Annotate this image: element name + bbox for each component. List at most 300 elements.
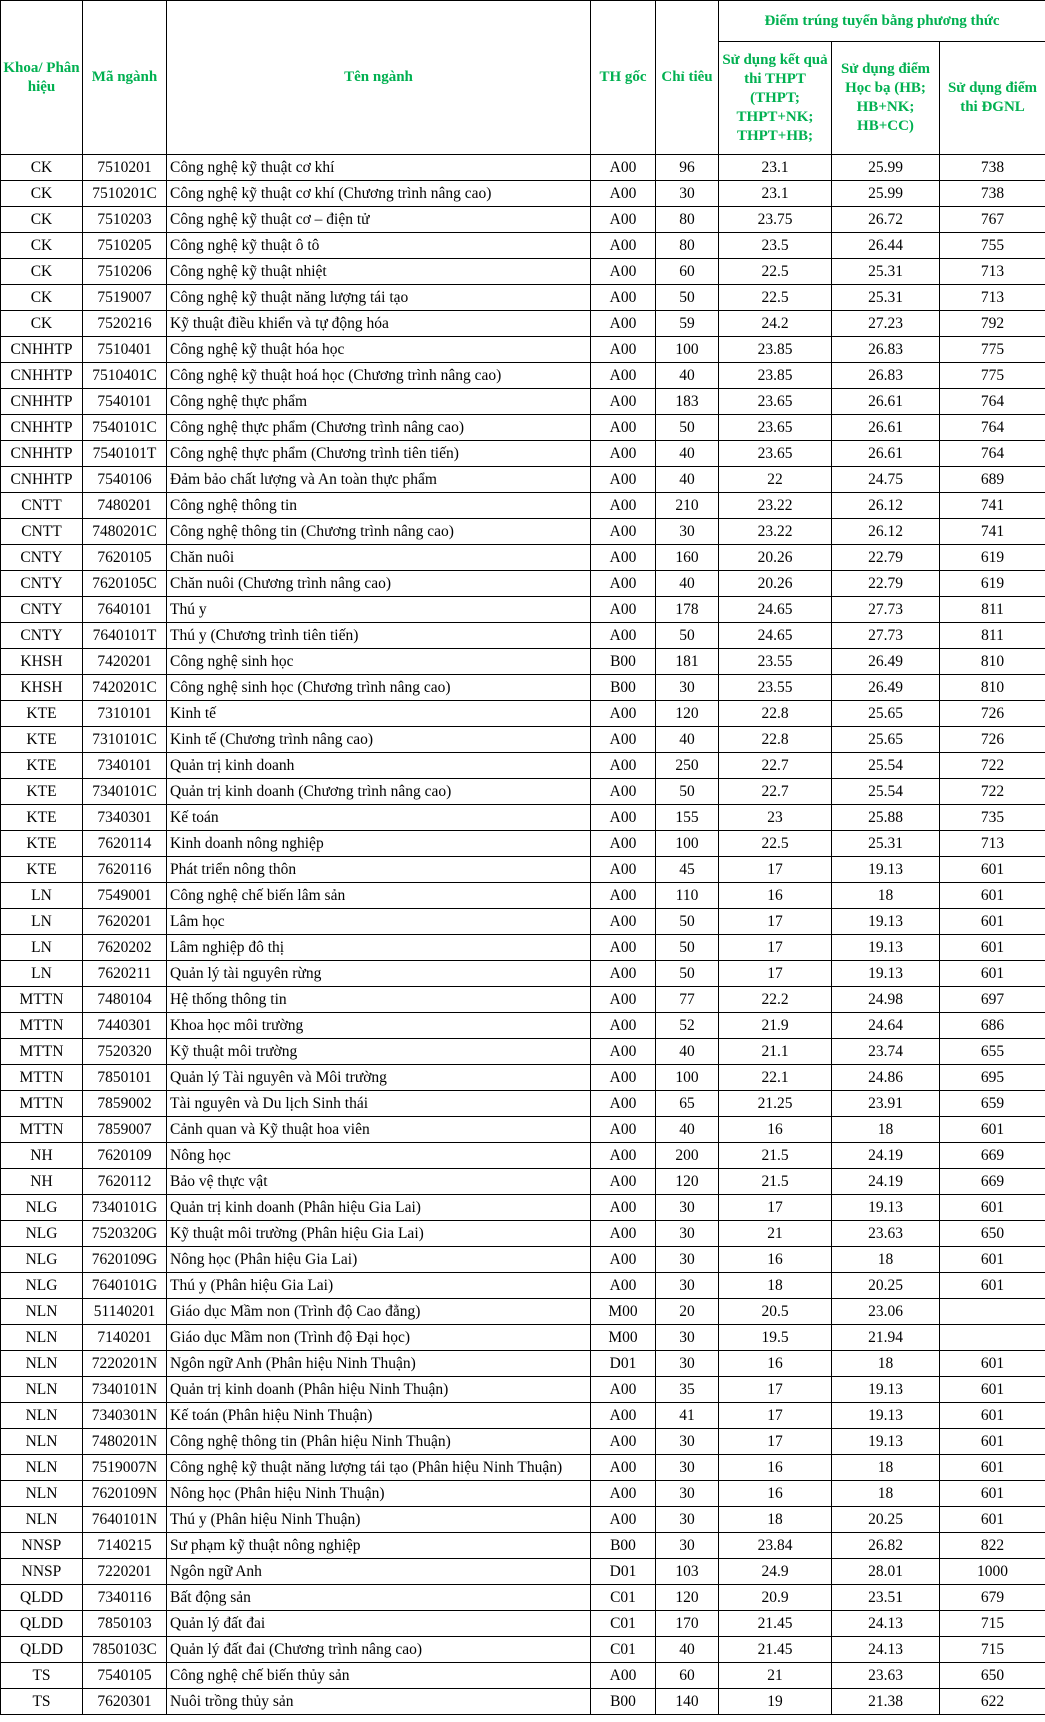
cell-khoa: NLN (1, 1351, 83, 1377)
cell-chi-tieu: 200 (656, 1143, 719, 1169)
cell-ma-nganh: 7420201 (83, 649, 167, 675)
cell-khoa: CK (1, 285, 83, 311)
cell-chi-tieu: 40 (656, 571, 719, 597)
cell-ten-nganh: Quản lý Tài nguyên và Môi trường (167, 1065, 591, 1091)
header-ten-nganh: Tên ngành (167, 1, 591, 155)
cell-ma-nganh: 7510206 (83, 259, 167, 285)
table-row (1, 311, 1045, 337)
cell-khoa: CK (1, 181, 83, 207)
cell-diem-thpt: 23.22 (719, 519, 832, 545)
cell-khoa: QLDD (1, 1585, 83, 1611)
cell-diem-dgnl: 601 (940, 1247, 1045, 1273)
cell-diem-dgnl: 601 (940, 1507, 1045, 1533)
table-row (1, 1403, 1045, 1429)
cell-diem-dgnl: 601 (940, 1481, 1045, 1507)
cell-diem-thpt: 17 (719, 909, 832, 935)
cell-khoa: NLG (1, 1221, 83, 1247)
cell-chi-tieu: 30 (656, 675, 719, 701)
cell-chi-tieu: 183 (656, 389, 719, 415)
cell-diem-hoc-ba: 24.19 (832, 1169, 940, 1195)
cell-ma-nganh: 7620105C (83, 571, 167, 597)
cell-ma-nganh: 7540101 (83, 389, 167, 415)
cell-chi-tieu: 30 (656, 181, 719, 207)
cell-th-goc: A00 (591, 987, 656, 1013)
cell-diem-dgnl: 601 (940, 1429, 1045, 1455)
table-row (1, 1299, 1045, 1325)
cell-th-goc: D01 (591, 1559, 656, 1585)
cell-diem-dgnl: 722 (940, 753, 1045, 779)
cell-diem-dgnl: 601 (940, 1377, 1045, 1403)
cell-ten-nganh: Công nghệ thông tin (Chương trình nâng cao) (167, 519, 591, 545)
cell-diem-dgnl: 811 (940, 623, 1045, 649)
cell-khoa: CK (1, 311, 83, 337)
cell-diem-dgnl: 601 (940, 1403, 1045, 1429)
cell-diem-hoc-ba: 23.51 (832, 1585, 940, 1611)
cell-th-goc: A00 (591, 1065, 656, 1091)
cell-ten-nganh: Kỹ thuật điều khiển và tự động hóa (167, 311, 591, 337)
cell-ten-nganh: Thú y (Phân hiệu Gia Lai) (167, 1273, 591, 1299)
cell-ten-nganh: Công nghệ thông tin (Phân hiệu Ninh Thuận) (167, 1429, 591, 1455)
cell-chi-tieu: 155 (656, 805, 719, 831)
cell-th-goc: A00 (591, 571, 656, 597)
cell-diem-thpt: 16 (719, 1351, 832, 1377)
cell-ten-nganh: Quản lý đất đai (Chương trình nâng cao) (167, 1637, 591, 1663)
cell-diem-thpt: 22.5 (719, 259, 832, 285)
cell-khoa: KTE (1, 857, 83, 883)
table-row (1, 1455, 1045, 1481)
table-row (1, 233, 1045, 259)
cell-ma-nganh: 7620116 (83, 857, 167, 883)
cell-ten-nganh: Bảo vệ thực vật (167, 1169, 591, 1195)
cell-ma-nganh: 7510401 (83, 337, 167, 363)
cell-diem-thpt: 18 (719, 1273, 832, 1299)
table-row (1, 1533, 1045, 1559)
cell-th-goc: A00 (591, 1429, 656, 1455)
cell-ma-nganh: 7510201 (83, 155, 167, 181)
cell-ma-nganh: 7540105 (83, 1663, 167, 1689)
cell-ma-nganh: 7620301 (83, 1689, 167, 1715)
cell-diem-hoc-ba: 25.99 (832, 155, 940, 181)
cell-ten-nganh: Nông học (Phân hiệu Gia Lai) (167, 1247, 591, 1273)
cell-chi-tieu: 30 (656, 519, 719, 545)
cell-chi-tieu: 77 (656, 987, 719, 1013)
cell-ma-nganh: 51140201 (83, 1299, 167, 1325)
cell-ten-nganh: Cảnh quan và Kỹ thuật hoa viên (167, 1117, 591, 1143)
cell-chi-tieu: 30 (656, 1533, 719, 1559)
cell-diem-hoc-ba: 26.12 (832, 493, 940, 519)
cell-khoa: CNHHTP (1, 389, 83, 415)
table-row (1, 1013, 1045, 1039)
header-dgnl: Sử dụng điểm thi ĐGNL (940, 42, 1045, 155)
cell-th-goc: A00 (591, 1013, 656, 1039)
cell-chi-tieu: 250 (656, 753, 719, 779)
cell-diem-hoc-ba: 18 (832, 1481, 940, 1507)
cell-diem-hoc-ba: 26.61 (832, 441, 940, 467)
table-row (1, 259, 1045, 285)
cell-diem-hoc-ba: 24.86 (832, 1065, 940, 1091)
cell-diem-thpt: 21.25 (719, 1091, 832, 1117)
cell-diem-dgnl: 650 (940, 1221, 1045, 1247)
cell-khoa: LN (1, 935, 83, 961)
cell-th-goc: A00 (591, 857, 656, 883)
cell-th-goc: A00 (591, 961, 656, 987)
cell-chi-tieu: 50 (656, 961, 719, 987)
cell-diem-dgnl: 659 (940, 1091, 1045, 1117)
cell-chi-tieu: 65 (656, 1091, 719, 1117)
cell-chi-tieu: 80 (656, 233, 719, 259)
cell-chi-tieu: 35 (656, 1377, 719, 1403)
cell-th-goc: A00 (591, 935, 656, 961)
cell-diem-thpt: 19 (719, 1689, 832, 1715)
cell-diem-thpt: 16 (719, 1455, 832, 1481)
cell-ten-nganh: Phát triển nông thôn (167, 857, 591, 883)
cell-diem-thpt: 21 (719, 1221, 832, 1247)
cell-th-goc: A00 (591, 1273, 656, 1299)
cell-chi-tieu: 30 (656, 1351, 719, 1377)
cell-khoa: CNTY (1, 597, 83, 623)
cell-diem-thpt: 23.65 (719, 415, 832, 441)
cell-khoa: KTE (1, 805, 83, 831)
cell-diem-dgnl: 601 (940, 1273, 1045, 1299)
cell-th-goc: A00 (591, 883, 656, 909)
cell-ma-nganh: 7440301 (83, 1013, 167, 1039)
cell-th-goc: A00 (591, 1221, 656, 1247)
cell-ten-nganh: Ngôn ngữ Anh (167, 1559, 591, 1585)
cell-diem-hoc-ba: 18 (832, 883, 940, 909)
cell-chi-tieu: 30 (656, 1195, 719, 1221)
cell-diem-hoc-ba: 21.38 (832, 1689, 940, 1715)
table-row (1, 363, 1045, 389)
cell-diem-dgnl: 738 (940, 155, 1045, 181)
cell-diem-hoc-ba: 18 (832, 1247, 940, 1273)
cell-diem-thpt: 17 (719, 1377, 832, 1403)
header-hoc-ba: Sử dụng điểm Học bạ (HB; HB+NK; HB+CC) (832, 42, 940, 155)
cell-th-goc: A00 (591, 493, 656, 519)
header-thpt: Sử dụng kết quả thi THPT (THPT; THPT+NK; THPT+HB; (719, 42, 832, 155)
cell-khoa: CK (1, 233, 83, 259)
cell-diem-thpt: 16 (719, 883, 832, 909)
cell-chi-tieu: 20 (656, 1299, 719, 1325)
cell-ten-nganh: Nuôi trồng thủy sản (167, 1689, 591, 1715)
table-row (1, 571, 1045, 597)
cell-ma-nganh: 7340101 (83, 753, 167, 779)
cell-diem-thpt: 22.2 (719, 987, 832, 1013)
cell-th-goc: A00 (591, 805, 656, 831)
cell-diem-hoc-ba: 19.13 (832, 1377, 940, 1403)
cell-diem-hoc-ba: 25.99 (832, 181, 940, 207)
cell-diem-hoc-ba: 22.79 (832, 545, 940, 571)
cell-ten-nganh: Quản trị kinh doanh (167, 753, 591, 779)
cell-khoa: NLN (1, 1429, 83, 1455)
cell-khoa: MTTN (1, 1013, 83, 1039)
cell-diem-dgnl: 775 (940, 337, 1045, 363)
cell-diem-dgnl: 601 (940, 909, 1045, 935)
cell-ma-nganh: 7340301N (83, 1403, 167, 1429)
cell-diem-hoc-ba: 26.61 (832, 389, 940, 415)
cell-diem-dgnl: 810 (940, 649, 1045, 675)
cell-ten-nganh: Giáo dục Mầm non (Trình độ Cao đẳng) (167, 1299, 591, 1325)
cell-chi-tieu: 103 (656, 1559, 719, 1585)
cell-diem-dgnl: 764 (940, 441, 1045, 467)
cell-ma-nganh: 7140215 (83, 1533, 167, 1559)
table-row (1, 493, 1045, 519)
cell-ten-nganh: Khoa học môi trường (167, 1013, 591, 1039)
cell-diem-hoc-ba: 25.65 (832, 701, 940, 727)
cell-diem-hoc-ba: 25.54 (832, 779, 940, 805)
cell-khoa: MTTN (1, 987, 83, 1013)
cell-diem-thpt: 23.65 (719, 389, 832, 415)
cell-chi-tieu: 50 (656, 285, 719, 311)
cell-khoa: CNHHTP (1, 467, 83, 493)
cell-khoa: KTE (1, 753, 83, 779)
cell-diem-dgnl (940, 1299, 1045, 1325)
cell-ma-nganh: 7620211 (83, 961, 167, 987)
cell-khoa: NNSP (1, 1559, 83, 1585)
cell-diem-hoc-ba: 19.13 (832, 1429, 940, 1455)
cell-khoa: NLN (1, 1325, 83, 1351)
cell-chi-tieu: 160 (656, 545, 719, 571)
cell-ten-nganh: Đảm bảo chất lượng và An toàn thực phẩm (167, 467, 591, 493)
cell-khoa: NLN (1, 1507, 83, 1533)
cell-chi-tieu: 181 (656, 649, 719, 675)
table-row (1, 389, 1045, 415)
cell-ten-nganh: Công nghệ thực phẩm (Chương trình nâng cao) (167, 415, 591, 441)
cell-diem-hoc-ba: 25.31 (832, 831, 940, 857)
cell-diem-thpt: 23.84 (719, 1533, 832, 1559)
table-body (1, 155, 1045, 1715)
table-row (1, 1663, 1045, 1689)
cell-diem-hoc-ba: 18 (832, 1455, 940, 1481)
cell-th-goc: A00 (591, 727, 656, 753)
cell-chi-tieu: 45 (656, 857, 719, 883)
cell-th-goc: A00 (591, 363, 656, 389)
cell-th-goc: A00 (591, 1403, 656, 1429)
cell-th-goc: A00 (591, 1663, 656, 1689)
table-row (1, 337, 1045, 363)
cell-ma-nganh: 7340101C (83, 779, 167, 805)
table-row (1, 1637, 1045, 1663)
cell-chi-tieu: 178 (656, 597, 719, 623)
cell-chi-tieu: 30 (656, 1429, 719, 1455)
header-khoa: Khoa/ Phân hiệu (1, 1, 83, 155)
cell-khoa: CK (1, 155, 83, 181)
cell-khoa: NLG (1, 1273, 83, 1299)
cell-ma-nganh: 7220201N (83, 1351, 167, 1377)
cell-ten-nganh: Công nghệ chế biến thủy sản (167, 1663, 591, 1689)
table-row (1, 623, 1045, 649)
cell-diem-dgnl: 764 (940, 415, 1045, 441)
table-row (1, 1143, 1045, 1169)
cell-ma-nganh: 7510203 (83, 207, 167, 233)
cell-diem-hoc-ba: 25.31 (832, 285, 940, 311)
cell-khoa: NNSP (1, 1533, 83, 1559)
cell-ten-nganh: Công nghệ sinh học (167, 649, 591, 675)
cell-th-goc: C01 (591, 1585, 656, 1611)
cell-th-goc: A00 (591, 1169, 656, 1195)
cell-th-goc: A00 (591, 545, 656, 571)
cell-khoa: NLN (1, 1299, 83, 1325)
cell-ten-nganh: Kế toán (Phân hiệu Ninh Thuận) (167, 1403, 591, 1429)
cell-khoa: TS (1, 1689, 83, 1715)
cell-diem-hoc-ba: 18 (832, 1117, 940, 1143)
cell-diem-thpt: 24.2 (719, 311, 832, 337)
table-row (1, 545, 1045, 571)
cell-chi-tieu: 50 (656, 623, 719, 649)
cell-diem-thpt: 16 (719, 1481, 832, 1507)
table-row (1, 441, 1045, 467)
cell-th-goc: M00 (591, 1325, 656, 1351)
cell-diem-dgnl: 738 (940, 181, 1045, 207)
cell-diem-hoc-ba: 19.13 (832, 1403, 940, 1429)
cell-diem-thpt: 22 (719, 467, 832, 493)
cell-diem-hoc-ba: 25.65 (832, 727, 940, 753)
cell-diem-hoc-ba: 20.25 (832, 1507, 940, 1533)
cell-diem-thpt: 23.65 (719, 441, 832, 467)
cell-diem-hoc-ba: 24.98 (832, 987, 940, 1013)
cell-khoa: CNTY (1, 571, 83, 597)
cell-diem-thpt: 23.1 (719, 155, 832, 181)
cell-ma-nganh: 7520320G (83, 1221, 167, 1247)
cell-ten-nganh: Sư phạm kỹ thuật nông nghiệp (167, 1533, 591, 1559)
cell-diem-hoc-ba: 23.63 (832, 1221, 940, 1247)
cell-ma-nganh: 7540101T (83, 441, 167, 467)
table-row (1, 1689, 1045, 1715)
table-row (1, 1351, 1045, 1377)
cell-ma-nganh: 7540106 (83, 467, 167, 493)
cell-th-goc: A00 (591, 155, 656, 181)
cell-ten-nganh: Công nghệ kỹ thuật ô tô (167, 233, 591, 259)
cell-diem-dgnl: 601 (940, 1455, 1045, 1481)
cell-ten-nganh: Công nghệ kỹ thuật nhiệt (167, 259, 591, 285)
cell-th-goc: A00 (591, 701, 656, 727)
cell-diem-dgnl: 792 (940, 311, 1045, 337)
cell-chi-tieu: 30 (656, 1325, 719, 1351)
cell-diem-thpt: 17 (719, 961, 832, 987)
table-row (1, 1039, 1045, 1065)
cell-th-goc: A00 (591, 389, 656, 415)
cell-chi-tieu: 120 (656, 1169, 719, 1195)
cell-chi-tieu: 40 (656, 363, 719, 389)
cell-diem-hoc-ba: 19.13 (832, 961, 940, 987)
cell-diem-hoc-ba: 25.54 (832, 753, 940, 779)
cell-diem-thpt: 20.5 (719, 1299, 832, 1325)
cell-khoa: NLN (1, 1403, 83, 1429)
cell-diem-dgnl: 669 (940, 1143, 1045, 1169)
table-row (1, 675, 1045, 701)
cell-ten-nganh: Kinh tế (167, 701, 591, 727)
cell-diem-dgnl: 689 (940, 467, 1045, 493)
cell-khoa: MTTN (1, 1091, 83, 1117)
cell-diem-hoc-ba: 25.31 (832, 259, 940, 285)
cell-diem-dgnl: 686 (940, 1013, 1045, 1039)
cell-diem-dgnl: 755 (940, 233, 1045, 259)
cell-th-goc: A00 (591, 233, 656, 259)
cell-khoa: KHSH (1, 675, 83, 701)
cell-th-goc: B00 (591, 649, 656, 675)
cell-ma-nganh: 7859002 (83, 1091, 167, 1117)
cell-diem-thpt: 20.26 (719, 571, 832, 597)
cell-diem-dgnl: 715 (940, 1611, 1045, 1637)
cell-ma-nganh: 7859007 (83, 1117, 167, 1143)
cell-diem-hoc-ba: 26.61 (832, 415, 940, 441)
cell-ma-nganh: 7640101N (83, 1507, 167, 1533)
cell-th-goc: A00 (591, 337, 656, 363)
cell-ma-nganh: 7620114 (83, 831, 167, 857)
cell-diem-thpt: 23.5 (719, 233, 832, 259)
cell-chi-tieu: 52 (656, 1013, 719, 1039)
table-row (1, 1247, 1045, 1273)
cell-ten-nganh: Công nghệ thông tin (167, 493, 591, 519)
cell-diem-hoc-ba: 28.01 (832, 1559, 940, 1585)
cell-diem-dgnl: 601 (940, 1351, 1045, 1377)
cell-ten-nganh: Công nghệ kỹ thuật cơ khí (Chương trình nâng cao) (167, 181, 591, 207)
cell-th-goc: A00 (591, 1143, 656, 1169)
cell-diem-dgnl: 655 (940, 1039, 1045, 1065)
table-row (1, 519, 1045, 545)
cell-ten-nganh: Kỹ thuật môi trường (167, 1039, 591, 1065)
cell-diem-thpt: 22.1 (719, 1065, 832, 1091)
cell-diem-hoc-ba: 26.44 (832, 233, 940, 259)
table-row (1, 1377, 1045, 1403)
cell-diem-hoc-ba: 24.13 (832, 1637, 940, 1663)
cell-diem-thpt: 16 (719, 1117, 832, 1143)
cell-th-goc: M00 (591, 1299, 656, 1325)
cell-diem-thpt: 23.55 (719, 675, 832, 701)
cell-diem-dgnl: 619 (940, 571, 1045, 597)
cell-ma-nganh: 7850103 (83, 1611, 167, 1637)
table-row (1, 1325, 1045, 1351)
cell-ma-nganh: 7310101 (83, 701, 167, 727)
cell-diem-thpt: 21.5 (719, 1169, 832, 1195)
cell-ten-nganh: Công nghệ kỹ thuật năng lượng tái tạo (167, 285, 591, 311)
table-row (1, 987, 1045, 1013)
cell-diem-hoc-ba: 24.19 (832, 1143, 940, 1169)
cell-chi-tieu: 40 (656, 1039, 719, 1065)
cell-chi-tieu: 100 (656, 1065, 719, 1091)
cell-khoa: KTE (1, 779, 83, 805)
cell-ten-nganh: Thú y (Chương trình tiên tiến) (167, 623, 591, 649)
cell-diem-thpt: 23.85 (719, 363, 832, 389)
cell-khoa: TS (1, 1663, 83, 1689)
cell-diem-thpt: 21.9 (719, 1013, 832, 1039)
header-method-group: Điểm trúng tuyển bằng phương thức (719, 1, 1045, 42)
cell-th-goc: A00 (591, 1117, 656, 1143)
cell-chi-tieu: 100 (656, 831, 719, 857)
cell-ten-nganh: Công nghệ kỹ thuật cơ khí (167, 155, 591, 181)
cell-ma-nganh: 7520216 (83, 311, 167, 337)
table-row (1, 935, 1045, 961)
table-row (1, 1611, 1045, 1637)
table-row (1, 961, 1045, 987)
cell-ma-nganh: 7480104 (83, 987, 167, 1013)
cell-diem-hoc-ba: 24.13 (832, 1611, 940, 1637)
cell-ten-nganh: Công nghệ thực phẩm (Chương trình tiên tiến) (167, 441, 591, 467)
cell-th-goc: C01 (591, 1611, 656, 1637)
cell-diem-hoc-ba: 26.83 (832, 337, 940, 363)
cell-diem-hoc-ba: 22.79 (832, 571, 940, 597)
cell-khoa: KTE (1, 701, 83, 727)
cell-diem-thpt: 24.65 (719, 623, 832, 649)
cell-khoa: CNTY (1, 545, 83, 571)
cell-ma-nganh: 7340116 (83, 1585, 167, 1611)
cell-ma-nganh: 7640101T (83, 623, 167, 649)
cell-th-goc: B00 (591, 1533, 656, 1559)
table-header (1, 1, 1045, 155)
cell-ten-nganh: Công nghệ chế biến lâm sản (167, 883, 591, 909)
cell-chi-tieu: 30 (656, 1273, 719, 1299)
cell-khoa: KTE (1, 831, 83, 857)
cell-ten-nganh: Công nghệ kỹ thuật năng lượng tái tạo (Phân hiệu Ninh Thuận) (167, 1455, 591, 1481)
